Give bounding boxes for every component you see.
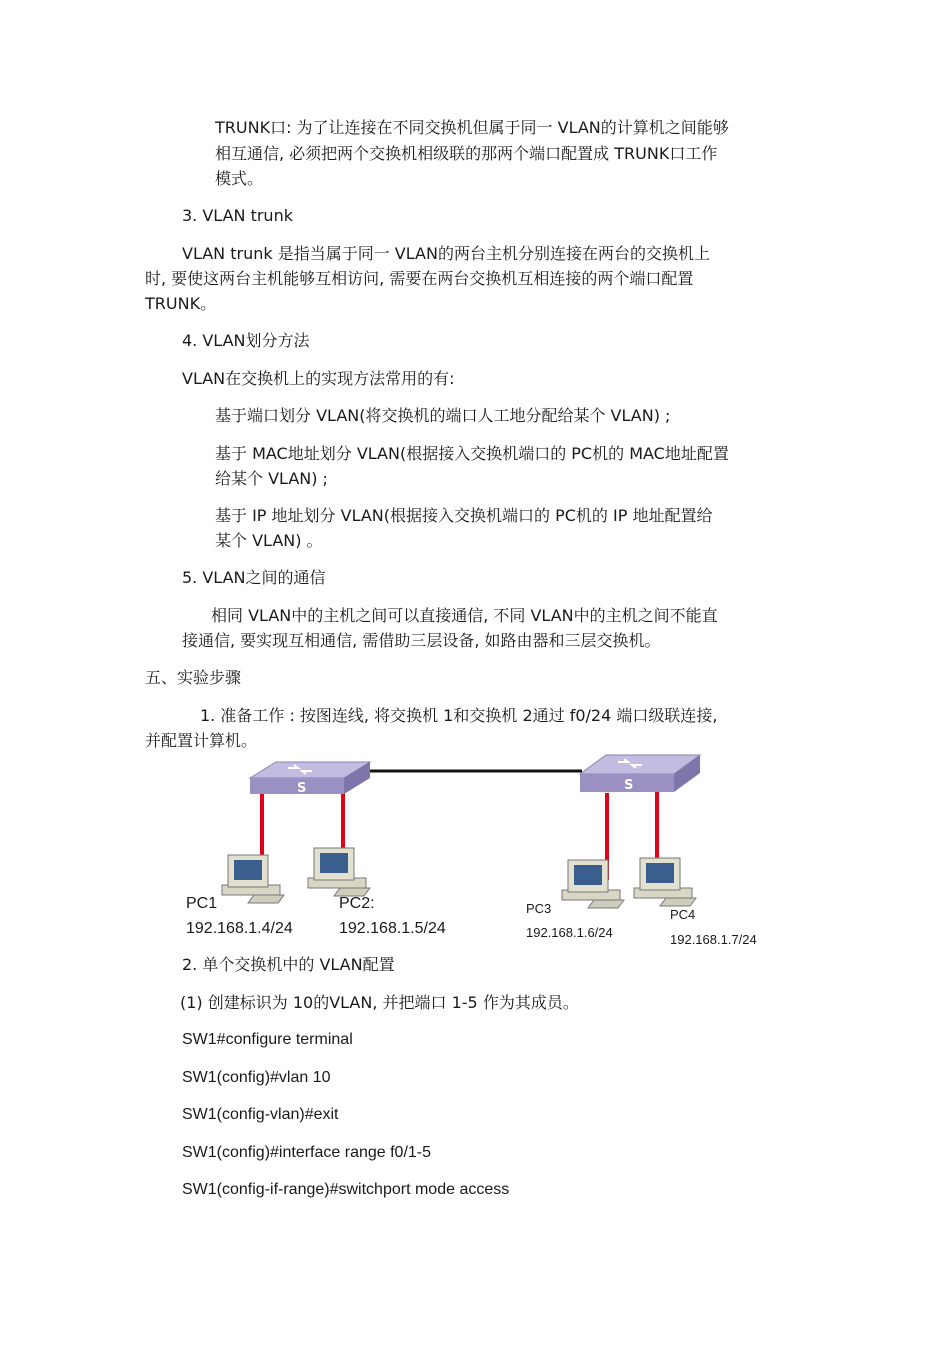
method-port: 基于端口划分 VLAN(将交换机的端口人工地分配给某个 VLAN) ; xyxy=(215,406,671,425)
section-5-title: 5. VLAN之间的通信 xyxy=(182,568,326,587)
pc4-name: PC4 xyxy=(670,907,696,922)
section-4-intro: VLAN在交换机上的实现方法常用的有: xyxy=(182,369,455,388)
method-mac-line-1: 基于 MAC地址划分 VLAN(根据接入交换机端口的 PC机的 MAC地址配置 xyxy=(215,444,729,463)
section-3-line-2: 时, 要使这两台主机能够互相访问, 需要在两台交换机互相连接的两个端口配置 xyxy=(145,269,694,288)
trunk-desc-line-3: 模式。 xyxy=(215,169,264,188)
trunk-desc-line-2: 相互通信, 必须把两个交换机相级联的那两个端口配置成 TRUNK口工作 xyxy=(215,144,718,163)
pc4-ip: 192.168.1.7/24 xyxy=(670,932,757,947)
pc3-icon xyxy=(562,860,624,908)
pc3-ip: 192.168.1.6/24 xyxy=(526,925,613,940)
section-5-line-2: 接通信, 要实现互相通信, 需借助三层设备, 如路由器和三层交换机。 xyxy=(182,631,661,650)
method-ip-line-1: 基于 IP 地址划分 VLAN(根据接入交换机端口的 PC机的 IP 地址配置给 xyxy=(215,506,713,525)
method-ip-line-2: 某个 VLAN) 。 xyxy=(215,531,323,550)
section-4-title: 4. VLAN划分方法 xyxy=(182,331,310,350)
step-1-line-1: 1. 准备工作 : 按图连线, 将交换机 1和交换机 2通过 f0/24 端口级联连接, xyxy=(200,706,718,725)
pc2-name: PC2: xyxy=(339,895,375,912)
command-line: SW1(config-if-range)#switchport mode access xyxy=(182,1181,510,1198)
step-2-subtitle: (1) 创建标识为 10的VLAN, 并把端口 1-5 作为其成员。 xyxy=(180,993,579,1012)
pc1-name: PC1 xyxy=(186,895,218,912)
switch-2 xyxy=(580,755,700,793)
pc3-name: PC3 xyxy=(526,901,552,916)
command-line: SW1#configure terminal xyxy=(182,1031,353,1048)
section-3-line-1: VLAN trunk 是指当属于同一 VLAN的两台主机分别连接在两台的交换机上 xyxy=(182,244,710,263)
switch-2-letter: S xyxy=(624,778,634,793)
command-line: SW1(config-vlan)#exit xyxy=(182,1106,339,1123)
trunk-desc-line-1: TRUNK口: 为了让连接在不同交换机但属于同一 VLAN的计算机之间能够 xyxy=(215,118,729,137)
switch-1-letter: S xyxy=(297,781,307,796)
step-2-title: 2. 单个交换机中的 VLAN配置 xyxy=(182,955,395,974)
method-mac-line-2: 给某个 VLAN) ; xyxy=(215,469,328,488)
pc1-ip: 192.168.1.4/24 xyxy=(186,920,293,937)
switch-1 xyxy=(250,762,370,796)
pc1-icon xyxy=(222,855,284,903)
section-3-title: 3. VLAN trunk xyxy=(182,206,293,225)
command-line: SW1(config)#vlan 10 xyxy=(182,1069,331,1086)
part-5-title: 五、实验步骤 xyxy=(145,668,242,687)
section-5-line-1: 相同 VLAN中的主机之间可以直接通信, 不同 VLAN中的主机之间不能直 xyxy=(211,606,718,625)
pc2-icon xyxy=(308,848,370,896)
section-3-line-3: TRUNK。 xyxy=(145,294,217,313)
pc2-ip: 192.168.1.5/24 xyxy=(339,920,446,937)
pc4-icon xyxy=(634,858,696,906)
step-1-line-2: 并配置计算机。 xyxy=(145,731,258,750)
command-line: SW1(config)#interface range f0/1-5 xyxy=(182,1144,432,1161)
